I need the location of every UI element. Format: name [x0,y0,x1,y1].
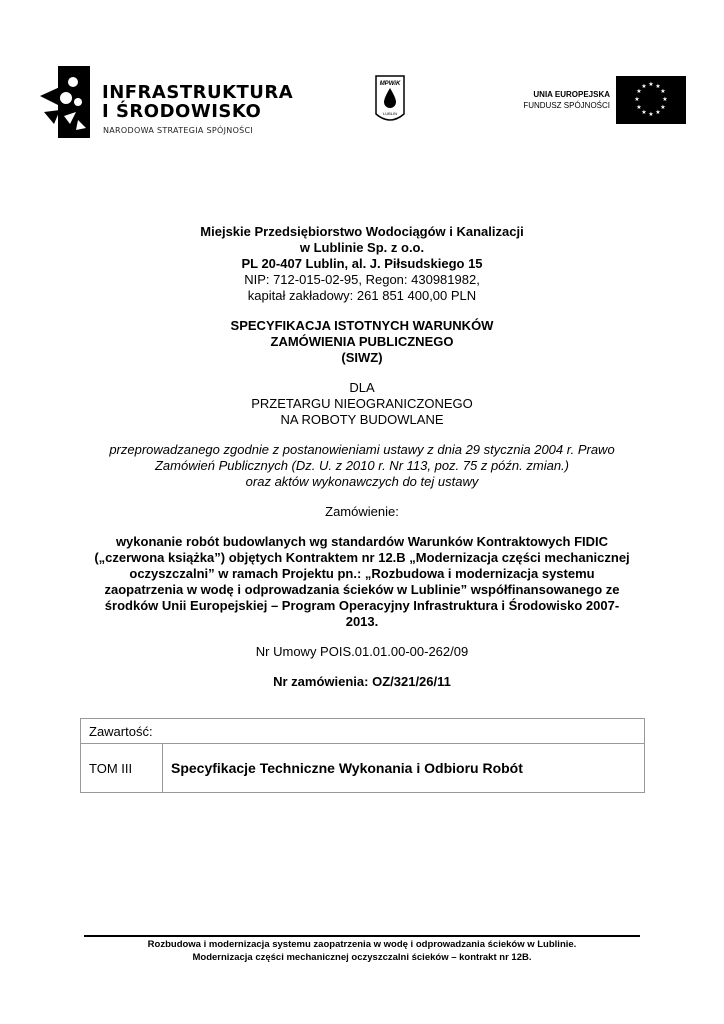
svg-text:★: ★ [660,104,666,111]
svg-text:★: ★ [636,88,642,95]
company-address: PL 20-407 Lublin, al. J. Piłsudskiego 15 [241,256,483,271]
svg-text:★: ★ [641,109,647,116]
company-city: w Lublinie Sp. z o.o. [299,240,425,255]
eu-logo-line2: FUNDUSZ SPÓJNOŚCI [523,101,610,110]
svg-text:★: ★ [648,111,654,118]
svg-text:★: ★ [636,104,642,111]
volume-cell: TOM III [81,744,163,793]
document-body [80,224,644,690]
company-name: Miejskie Przedsiębiorstwo Wodociągów i Kanalizacji [200,224,524,239]
title-line1: SPECYFIKACJA ISTOTNYCH WARUNKÓW [230,318,494,333]
logo-left-line1: INFRASTRUKTURA [102,82,294,103]
logo-left-line2: I ŚRODOWISKO [102,101,262,122]
order-line5: środków Unii Europejskiej – Program Operacyjny Infrastruktura i Środowisko 2007- [104,598,620,613]
mpwik-logo-top-text: MPWiK [379,81,401,87]
infrastruktura-emblem-icon [40,66,90,138]
contents-table [80,718,645,793]
legal-line3: oraz aktów wykonawczych do tej ustawy [245,474,479,489]
infrastruktura-logo [40,66,294,138]
svg-text:★: ★ [634,96,640,103]
logo-left-line3: NARODOWA STRATEGIA SPÓJNOŚCI [103,126,254,135]
svg-text:★: ★ [662,96,668,103]
contract-number: Nr Umowy POIS.01.01.00-00-262/09 [255,644,469,659]
svg-text:★: ★ [660,88,666,95]
svg-text:★: ★ [655,83,661,90]
eu-logo-line1: UNIA EUROPEJSKA [533,90,610,99]
mpwik-logo-bottom-text: LUBLIN [382,111,397,116]
order-line6: 2013. [345,614,379,629]
order-label: Zamówienie: [325,504,399,519]
order-line1: wykonanie robót budowlanych wg standardów Warunków Kontraktowych FIDIC [115,534,609,549]
volume-description-cell: Specyfikacje Techniczne Wykonania i Odbioru Robót [163,744,645,793]
tender-line3: NA ROBOTY BUDOWLANE [280,412,444,427]
order-line4: zaopatrzenia w wodę i odprowadzania ścieków w Lublinie” współfinansowanego ze [104,582,620,597]
footer-divider [84,935,640,937]
svg-text:★: ★ [648,81,654,88]
company-capital: kapitał zakładowy: 261 851 400,00 PLN [247,288,477,303]
legal-line1: przeprowadzanego zgodnie z postanowieniami ustawy z dnia 29 stycznia 2004 r. Prawo [109,442,615,457]
contents-table-header: Zawartość: [81,719,645,744]
tender-line1: DLA [349,380,375,395]
mpwik-logo [372,74,408,126]
logo-row [0,62,724,142]
eu-flag-icon [616,76,686,124]
contents-table-row [81,744,645,793]
tender-line2: PRZETARGU NIEOGRANICZONEGO [251,396,473,411]
page-footer [84,938,640,964]
footer-line2: Modernizacja części mechanicznej oczyszczalni ścieków – kontrakt nr 12B. [192,952,532,963]
footer-line1: Rozbudowa i modernizacja systemu zaopatrzenia w wodę i odprowadzania ścieków w Lublinie. [147,939,577,950]
contents-table-header-row [81,719,645,744]
company-ids: NIP: 712-015-02-95, Regon: 430981982, [244,272,480,287]
title-line3: (SIWZ) [341,350,383,365]
title-line2: ZAMÓWIENIA PUBLICZNEGO [270,334,454,349]
order-line2: („czerwona książka”) objętych Kontraktem nr 12.B „Modernizacja części mechanicznej [94,550,630,565]
order-line3: oczyszczalni” w ramach Projektu pn.: „Rozbudowa i modernizacja systemu [129,566,595,581]
svg-text:★: ★ [641,83,647,90]
order-number: Nr zamówienia: OZ/321/26/11 [273,674,451,689]
eu-logo [520,76,690,126]
legal-line2: Zamówień Publicznych (Dz. U. z 2010 r. Nr 113, poz. 75 z późn. zmian.) [154,458,569,473]
svg-text:★: ★ [655,109,661,116]
